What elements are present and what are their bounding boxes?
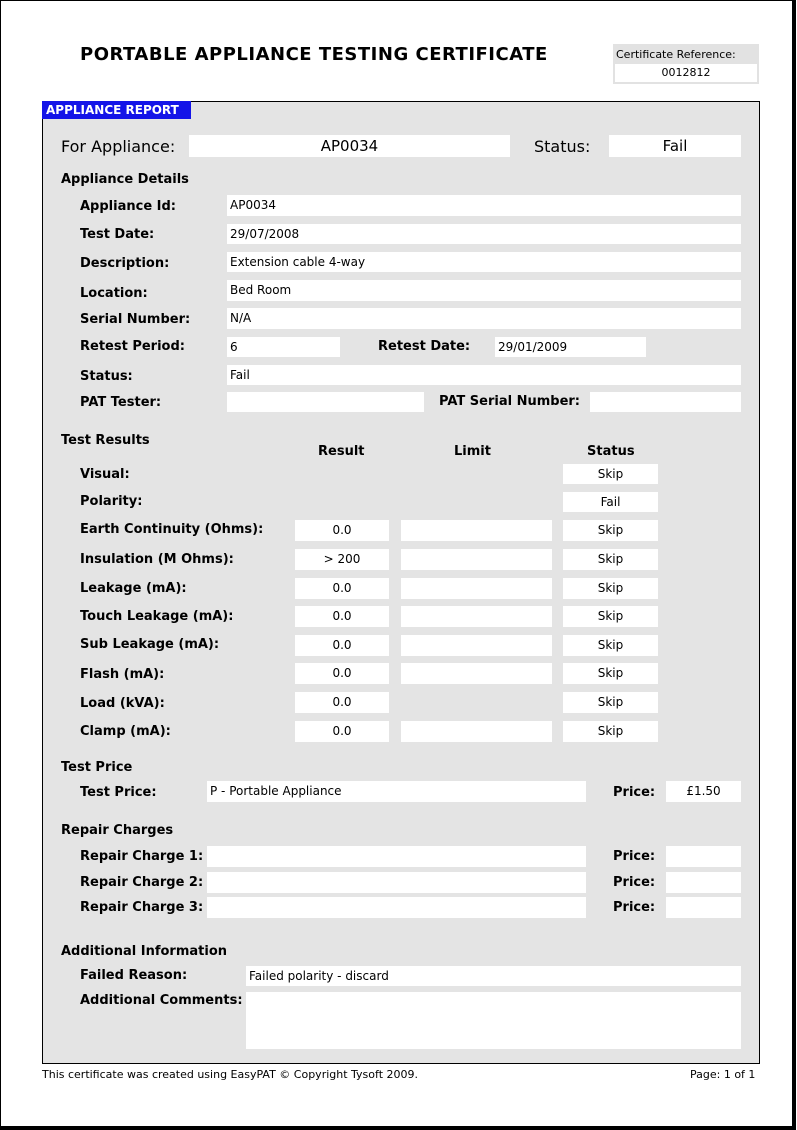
earth-continuity-label: Earth Continuity (Ohms): xyxy=(80,522,264,537)
repair-charge-3-price xyxy=(666,897,741,918)
load-result: 0.0 xyxy=(295,692,389,713)
repair-charge-1-field xyxy=(207,846,586,867)
flash-limit xyxy=(401,663,552,684)
test-date-label: Test Date: xyxy=(80,227,155,242)
repair-charge-3-price-label: Price: xyxy=(613,900,656,915)
clamp-limit xyxy=(401,721,552,742)
load-label: Load (kVA): xyxy=(80,696,165,711)
repair-charge-1-price xyxy=(666,846,741,867)
retest-period-field: 6 xyxy=(227,337,340,357)
repair-charge-3-label: Repair Charge 3: xyxy=(80,900,204,915)
flash-label: Flash (mA): xyxy=(80,667,165,682)
load-status: Skip xyxy=(563,692,658,713)
sub-leakage-limit xyxy=(401,635,552,656)
test-price-heading: Test Price xyxy=(61,760,133,775)
repair-charge-1-price-label: Price: xyxy=(613,849,656,864)
touch-leakage-status: Skip xyxy=(563,606,658,627)
certificate-title: PORTABLE APPLIANCE TESTING CERTIFICATE xyxy=(80,44,548,65)
status-column-header: Status xyxy=(587,444,635,459)
repair-charge-2-price xyxy=(666,872,741,893)
clamp-label: Clamp (mA): xyxy=(80,724,171,739)
repair-charge-1-label: Repair Charge 1: xyxy=(80,849,204,864)
leakage-limit xyxy=(401,578,552,599)
retest-period-label: Retest Period: xyxy=(80,339,185,354)
polarity-label: Polarity: xyxy=(80,494,143,509)
touch-leakage-result: 0.0 xyxy=(295,606,389,627)
leakage-result: 0.0 xyxy=(295,578,389,599)
repair-charge-2-price-label: Price: xyxy=(613,875,656,890)
appliance-id-field: AP0034 xyxy=(227,195,741,216)
pat-tester-label: PAT Tester: xyxy=(80,395,162,410)
sub-leakage-result: 0.0 xyxy=(295,635,389,656)
footer-copyright: This certificate was created using EasyPAT © Copyright Tysoft 2009. xyxy=(42,1068,418,1081)
visual-label: Visual: xyxy=(80,467,130,482)
test-price-label: Test Price: xyxy=(80,785,157,800)
clamp-result: 0.0 xyxy=(295,721,389,742)
repair-charge-2-label: Repair Charge 2: xyxy=(80,875,204,890)
certificate-reference-label: Certificate Reference: xyxy=(616,48,736,61)
failed-reason-label: Failed Reason: xyxy=(80,968,188,983)
appliance-report-tag: APPLIANCE REPORT xyxy=(42,101,191,119)
appliance-details-heading: Appliance Details xyxy=(61,172,189,187)
earth-continuity-result: 0.0 xyxy=(295,520,389,541)
additional-comments-label: Additional Comments: xyxy=(80,993,243,1008)
test-price-amount: £1.50 xyxy=(666,781,741,802)
additional-info-heading: Additional Information xyxy=(61,944,228,959)
retest-date-label: Retest Date: xyxy=(378,339,471,354)
insulation-label: Insulation (M Ohms): xyxy=(80,552,234,567)
footer-page-number: Page: 1 of 1 xyxy=(690,1068,756,1081)
details-status-label: Status: xyxy=(80,369,133,384)
details-status-field: Fail xyxy=(227,365,741,385)
header-status-label: Status: xyxy=(534,137,591,156)
touch-leakage-limit xyxy=(401,606,552,627)
earth-continuity-limit xyxy=(401,520,552,541)
test-results-heading: Test Results xyxy=(61,433,150,448)
failed-reason-field: Failed polarity - discard xyxy=(246,966,741,986)
serial-number-field: N/A xyxy=(227,308,741,329)
test-price-field: P - Portable Appliance xyxy=(207,781,586,802)
for-appliance-value: AP0034 xyxy=(189,135,510,157)
test-date-field: 29/07/2008 xyxy=(227,224,741,244)
limit-column-header: Limit xyxy=(454,444,491,459)
pat-tester-field xyxy=(227,392,424,412)
insulation-result: > 200 xyxy=(295,549,389,570)
test-price-amount-label: Price: xyxy=(613,785,656,800)
leakage-label: Leakage (mA): xyxy=(80,581,187,596)
description-label: Description: xyxy=(80,256,170,271)
certificate-reference-value: 0012812 xyxy=(615,64,757,82)
leakage-status: Skip xyxy=(563,578,658,599)
appliance-id-label: Appliance Id: xyxy=(80,199,177,214)
pat-serial-field xyxy=(590,392,741,412)
earth-continuity-status: Skip xyxy=(563,520,658,541)
repair-charge-2-field xyxy=(207,872,586,893)
description-field: Extension cable 4-way xyxy=(227,252,741,272)
result-column-header: Result xyxy=(318,444,365,459)
insulation-status: Skip xyxy=(563,549,658,570)
header-status-value: Fail xyxy=(609,135,741,157)
location-field: Bed Room xyxy=(227,280,741,301)
flash-result: 0.0 xyxy=(295,663,389,684)
insulation-limit xyxy=(401,549,552,570)
sub-leakage-status: Skip xyxy=(563,635,658,656)
visual-status: Skip xyxy=(563,464,658,484)
location-label: Location: xyxy=(80,286,148,301)
touch-leakage-label: Touch Leakage (mA): xyxy=(80,609,234,624)
repair-charge-3-field xyxy=(207,897,586,918)
pat-serial-label: PAT Serial Number: xyxy=(439,394,580,409)
clamp-status: Skip xyxy=(563,721,658,742)
sub-leakage-label: Sub Leakage (mA): xyxy=(80,637,220,652)
retest-date-field: 29/01/2009 xyxy=(495,337,646,357)
flash-status: Skip xyxy=(563,663,658,684)
additional-comments-field xyxy=(246,992,741,1049)
certificate-reference xyxy=(613,44,759,84)
repair-charges-heading: Repair Charges xyxy=(61,823,174,838)
polarity-status: Fail xyxy=(563,492,658,512)
serial-number-label: Serial Number: xyxy=(80,312,191,327)
for-appliance-label: For Appliance: xyxy=(61,137,176,156)
